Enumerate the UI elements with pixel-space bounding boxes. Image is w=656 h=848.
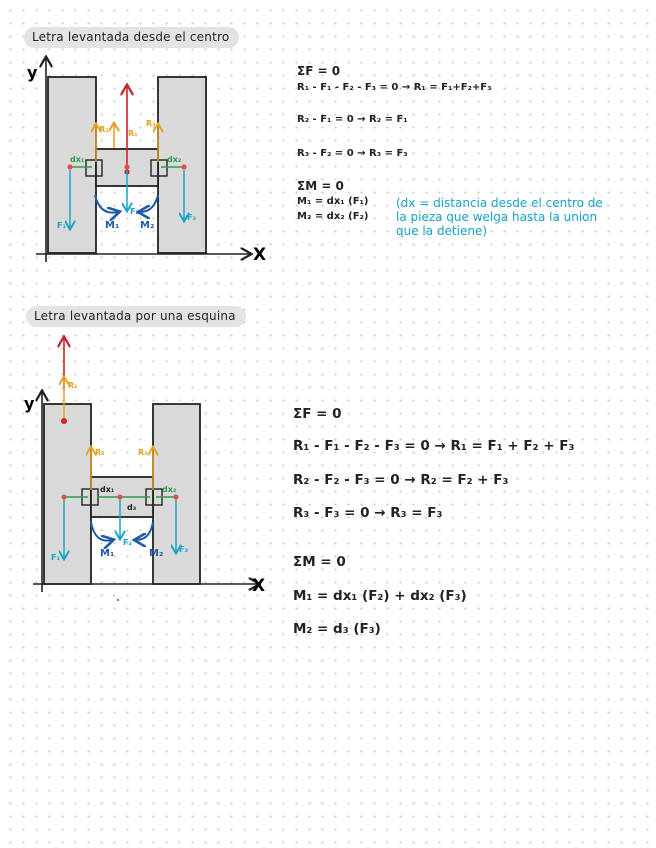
note-line-1: (dx = distancia desde el centro de (396, 196, 603, 210)
eq2-m2: M₂ = d₃ (F₃) (293, 621, 381, 637)
eq2-r3: R₃ - F₃ = 0 → R₃ = F₃ (293, 505, 443, 521)
eq1-r2: R₂ - F₁ = 0 → R₂ = F₁ (297, 114, 408, 125)
note-line-3: que la detiene) (396, 224, 488, 238)
y-axis-label: y (27, 63, 38, 82)
centroid-left (61, 494, 66, 499)
eq1-r1: R₁ - F₁ - F₂ - F₃ = 0 → R₁ = F₁+F₂+F₃ (297, 82, 492, 93)
label-r3: R₃ (146, 119, 156, 128)
moment-m1-arrow (91, 522, 112, 541)
label-m1: M₁ (100, 548, 115, 559)
label-dx2: dx₂ (167, 155, 182, 164)
y-axis-label: y (24, 394, 35, 413)
eq1-m2: M₂ = dx₂ (F₂) (297, 211, 369, 222)
label-m2: M₂ (140, 220, 155, 231)
eq2-r2: R₂ - F₂ - F₃ = 0 → R₂ = F₂ + F₃ (293, 472, 509, 488)
eq1-m1: M₁ = dx₁ (F₁) (297, 196, 369, 207)
label-f2: F₂ (123, 538, 132, 547)
label-m2: M₂ (149, 548, 164, 559)
label-dx2: dx₂ (162, 485, 177, 494)
x-axis-label: X (253, 245, 267, 265)
x-axis-label: X (252, 576, 266, 596)
eq2-sum-moments: ΣM = 0 (293, 554, 346, 570)
lift-point (61, 418, 67, 424)
eq2-sum-forces: ΣF = 0 (293, 406, 342, 422)
label-f3: F₃ (179, 545, 188, 554)
label-r2: R₂ (99, 125, 109, 134)
title-center-lift: Letra levantada desde el centro (24, 27, 239, 48)
label-d3-mid: d₃ (127, 503, 137, 512)
moment-m2-arrow (136, 522, 153, 540)
label-r1: R₁ (68, 381, 78, 390)
label-f3: F₃ (187, 213, 196, 222)
label-r2: R₂ (95, 448, 105, 457)
eq2-r1: R₁ - F₁ - F₂ - F₃ = 0 → R₁ = F₁ + F₂ + F₃ (293, 438, 575, 454)
eq1-r3: R₃ - F₂ = 0 → R₃ = F₃ (297, 148, 408, 159)
title-corner-lift: Letra levantada por una esquina (26, 306, 246, 327)
label-dx1: dx₁ (70, 155, 85, 164)
eq2-m1: M₁ = dx₁ (F₂) + dx₂ (F₃) (293, 588, 467, 604)
pencil-dot (117, 599, 119, 601)
label-f1: F₁ (51, 553, 60, 562)
centroid-mid (117, 494, 122, 499)
label-m1: M₁ (105, 220, 120, 231)
label-dx1: dx₁ (100, 485, 115, 494)
eq1-sum-forces: ΣF = 0 (297, 64, 341, 78)
label-f1: F₁ (57, 221, 66, 230)
eq1-sum-moments: ΣM = 0 (297, 179, 344, 193)
centroid-right (173, 494, 178, 499)
label-f2: F₂ (130, 207, 139, 216)
note-line-2: la pieza que welga hasta la union (396, 210, 598, 224)
label-r1: R₁ (128, 129, 138, 138)
label-r3: R₃ (138, 448, 148, 457)
